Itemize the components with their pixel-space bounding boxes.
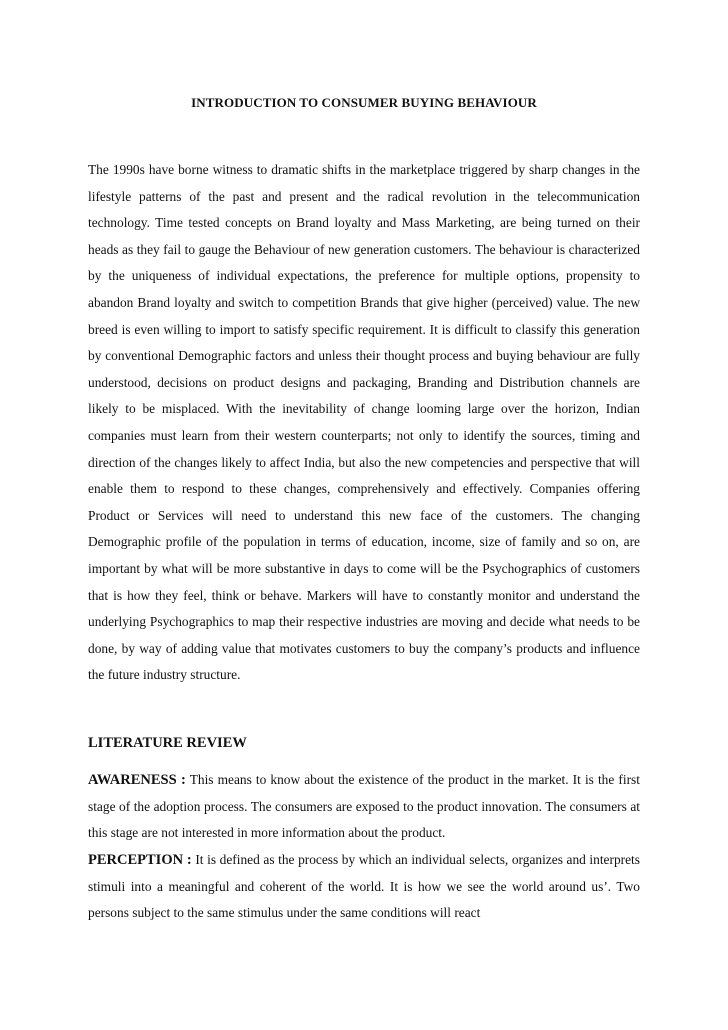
awareness-term: AWARENESS : bbox=[88, 772, 186, 788]
perception-paragraph bbox=[88, 847, 640, 927]
awareness-text: This means to know about the existence of the product in the market. It is the first stage of the adoption process. The consumers are exposed to the product innovation. The consumers at this stage are not interested in more information about the product. bbox=[88, 772, 640, 841]
intro-paragraph: The 1990s have borne witness to dramatic shifts in the marketplace triggered by sharp changes in the lifestyle patterns of the past and present and the radical revolution in the telecommunication technology. Time tested concepts on Brand loyalty and Mass Marketing, are being turned on their heads as they fail to gauge the Behaviour of new generation customers. The behaviour is characterized by the uniqueness of individual expectations, the preference for multiple options, propensity to abandon Brand loyalty and switch to competition Brands that give higher (perceived) value. The new breed is even willing to import to satisfy specific requirement. It is difficult to classify this generation by conventional Demographic factors and unless their thought process and buying behaviour are fully understood, decisions on product designs and packaging, Branding and Distribution channels are likely to be misplaced. With the inevitability of change looming large over the horizon, Indian companies must learn from their western counterparts; not only to identify the sources, timing and direction of the changes likely to affect India, but also the new competencies and perspective that will enable them to respond to these changes, comprehensively and effectively. Companies offering Product or Services will need to understand this new face of the customers. The changing Demographic profile of the population in terms of education, income, size of family and so on, are important by what will be more substantive in days to come will be the Psychographics of customers that is how they feel, think or behave. Markers will have to constantly monitor and understand the underlying Psychographics to map their respective industries are moving and decide what needs to be done, by way of adding value that motivates customers to buy the company’s products and influence the future industry structure. bbox=[88, 162, 640, 683]
perception-term: PERCEPTION : bbox=[88, 852, 192, 868]
page-title: INTRODUCTION TO CONSUMER BUYING BEHAVIOUR bbox=[191, 95, 537, 110]
perception-text: It is defined as the process by which an individual selects, organizes and interprets stimuli into a meaningful and coherent of the world. It is how we see the world around us’. Two persons subject to the same stimulus under the same conditions will react bbox=[88, 852, 640, 921]
awareness-paragraph bbox=[88, 767, 640, 847]
literature-review-heading: LITERATURE REVIEW bbox=[88, 735, 247, 751]
